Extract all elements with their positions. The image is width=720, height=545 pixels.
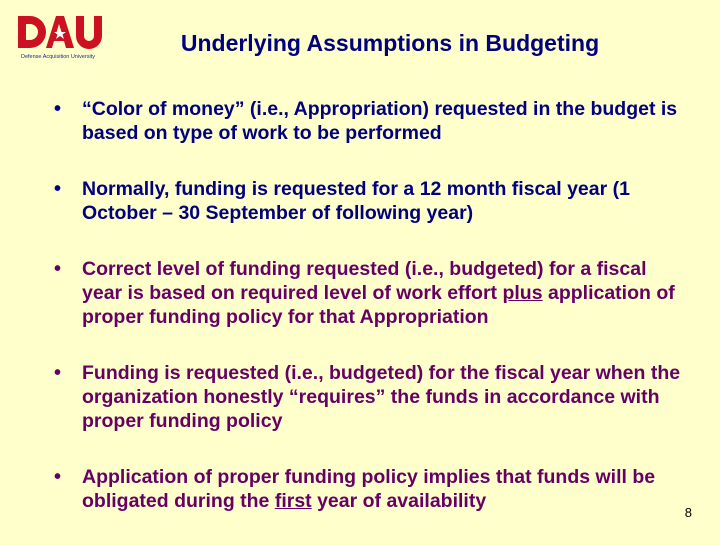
bullet-item <box>52 257 682 329</box>
bullet-text: Correct level of funding requested (i.e., budgeted) for a fiscal year is based on required level of work effort <box>82 258 647 304</box>
logo-subtext: Defense Acquisition University <box>21 54 95 60</box>
bullet-text: Funding is requested (i.e., budgeted) for the fiscal year when the organization honestly “requires” the funds in accordance with proper funding policy <box>82 362 681 432</box>
bullet-dot: • <box>54 466 62 488</box>
bullet-list <box>52 97 682 545</box>
bullet-dot: • <box>54 362 62 384</box>
bullet-item <box>52 361 682 433</box>
bullet-item <box>52 177 682 225</box>
bullet-dot: • <box>54 258 62 280</box>
underlined-word: plus <box>502 282 543 304</box>
slide-title: Underlying Assumptions in Budgeting <box>180 30 600 56</box>
bullet-item <box>52 97 682 145</box>
bullet-text: Application of proper funding policy implies that funds will be obligated during the <box>82 466 656 512</box>
bullet-text: year of availability <box>311 490 487 512</box>
bullet-text: Normally, funding is requested for a 12 month fiscal year (1 October – 30 September of following year) <box>82 178 630 224</box>
page-number: 8 <box>684 505 692 520</box>
bullet-dot: • <box>54 98 62 120</box>
underlined-word: first <box>274 490 312 512</box>
bullet-item <box>52 465 682 513</box>
bullet-text: “Color of money” (i.e., Appropriation) requested in the budget is based on type of work to be performed <box>82 98 678 144</box>
bullet-text: application of proper funding policy for that Appropriation <box>82 282 675 328</box>
bullet-dot: • <box>54 178 62 200</box>
